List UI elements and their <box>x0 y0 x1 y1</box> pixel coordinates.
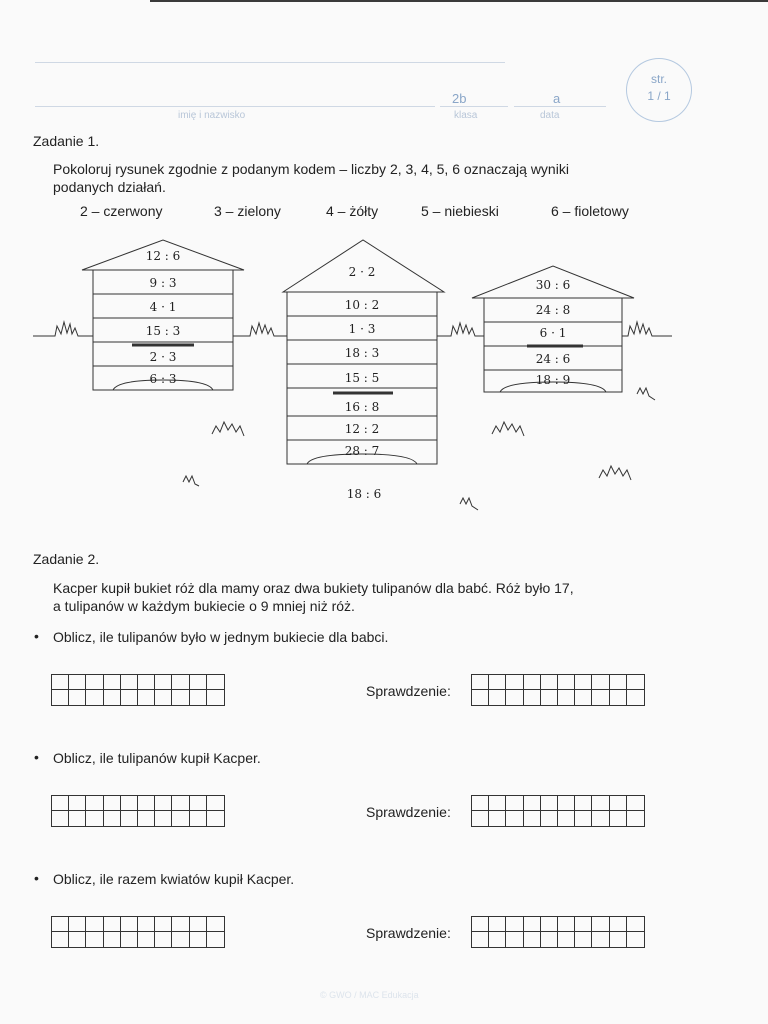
check-label-1: Sprawdzenie: <box>366 683 451 699</box>
class-line <box>440 106 508 107</box>
question-2: Oblicz, ile tulipanów kupił Kacper. <box>53 750 261 766</box>
date-label: data <box>540 110 560 121</box>
answer-grid-2[interactable] <box>51 795 225 827</box>
house-2-row: 12 : 2 <box>344 422 380 436</box>
page-label: str. <box>650 72 667 86</box>
name-line-2 <box>35 106 435 107</box>
task1-instruction-line2: podanych działań. <box>53 179 166 195</box>
color-code-blue: 5 – niebieski <box>421 203 499 219</box>
class-value: 2b <box>452 91 467 106</box>
house-2-row: 18 : 3 <box>344 346 380 360</box>
color-code-green: 3 – zielony <box>214 203 281 219</box>
house-1-row: 15 : 3 <box>145 324 181 338</box>
check-grid-1[interactable] <box>471 674 645 706</box>
house-1-roof-text: 12 : 6 <box>145 249 181 263</box>
house-1-row: 2 · 3 <box>149 350 177 364</box>
answer-grid-3[interactable] <box>51 916 225 948</box>
check-label-2: Sprawdzenie: <box>366 804 451 820</box>
date-line <box>514 106 606 107</box>
house-3-row: 24 : 8 <box>535 303 571 317</box>
house-3-roof-text: 30 : 6 <box>535 278 571 292</box>
house-1-row: 9 : 3 <box>149 276 177 290</box>
house-2-row: 1 · 3 <box>348 322 376 336</box>
task2-text-line2: a tulipanów w każdym bukiecie o 9 mniej niż róż. <box>53 598 355 614</box>
house-2-row: 28 : 7 <box>344 444 380 458</box>
footer-watermark: © GWO / MAC Edukacja <box>320 990 419 1000</box>
color-code-purple: 6 – fioletowy <box>551 203 629 219</box>
top-rule <box>150 0 768 2</box>
name-line <box>35 62 505 63</box>
task2-text-line1: Kacper kupił bukiet róż dla mamy oraz dwa bukiety tulipanów dla babć. Róż było 17, <box>53 580 574 596</box>
check-grid-2[interactable] <box>471 795 645 827</box>
houses-drawing <box>0 230 768 520</box>
color-code-red: 2 – czerwony <box>80 203 163 219</box>
ground-expression: 18 : 6 <box>346 487 382 501</box>
house-2-roof-text: 2 · 2 <box>348 265 376 279</box>
bullet: • <box>34 628 39 644</box>
color-code-yellow: 4 – żółty <box>326 203 379 219</box>
house-3-row: 24 : 6 <box>535 352 571 366</box>
question-1: Oblicz, ile tulipanów było w jednym bukiecie dla babci. <box>53 629 389 645</box>
house-2-row: 10 : 2 <box>344 298 380 312</box>
name-label: imię i nazwisko <box>178 110 246 121</box>
date-value: a <box>553 91 561 106</box>
house-3-row: 18 : 9 <box>535 373 571 387</box>
page-value: 1 / 1 <box>647 89 671 103</box>
task1-title: Zadanie 1. <box>33 133 100 149</box>
class-label: klasa <box>454 110 478 121</box>
house-1-row: 6 : 3 <box>149 372 177 386</box>
task2-title: Zadanie 2. <box>33 551 100 567</box>
house-2-row: 16 : 8 <box>344 400 380 414</box>
check-grid-3[interactable] <box>471 916 645 948</box>
bullet: • <box>34 870 39 886</box>
house-1-row: 4 · 1 <box>149 300 177 314</box>
task1-instruction-line1: Pokoloruj rysunek zgodnie z podanym kodem – liczby 2, 3, 4, 5, 6 oznaczają wyniki <box>53 161 569 177</box>
answer-grid-1[interactable] <box>51 674 225 706</box>
check-label-3: Sprawdzenie: <box>366 925 451 941</box>
bullet: • <box>34 749 39 765</box>
house-3-row: 6 · 1 <box>539 326 567 340</box>
house-2-row: 15 : 5 <box>344 371 380 385</box>
question-3: Oblicz, ile razem kwiatów kupił Kacper. <box>53 871 295 887</box>
